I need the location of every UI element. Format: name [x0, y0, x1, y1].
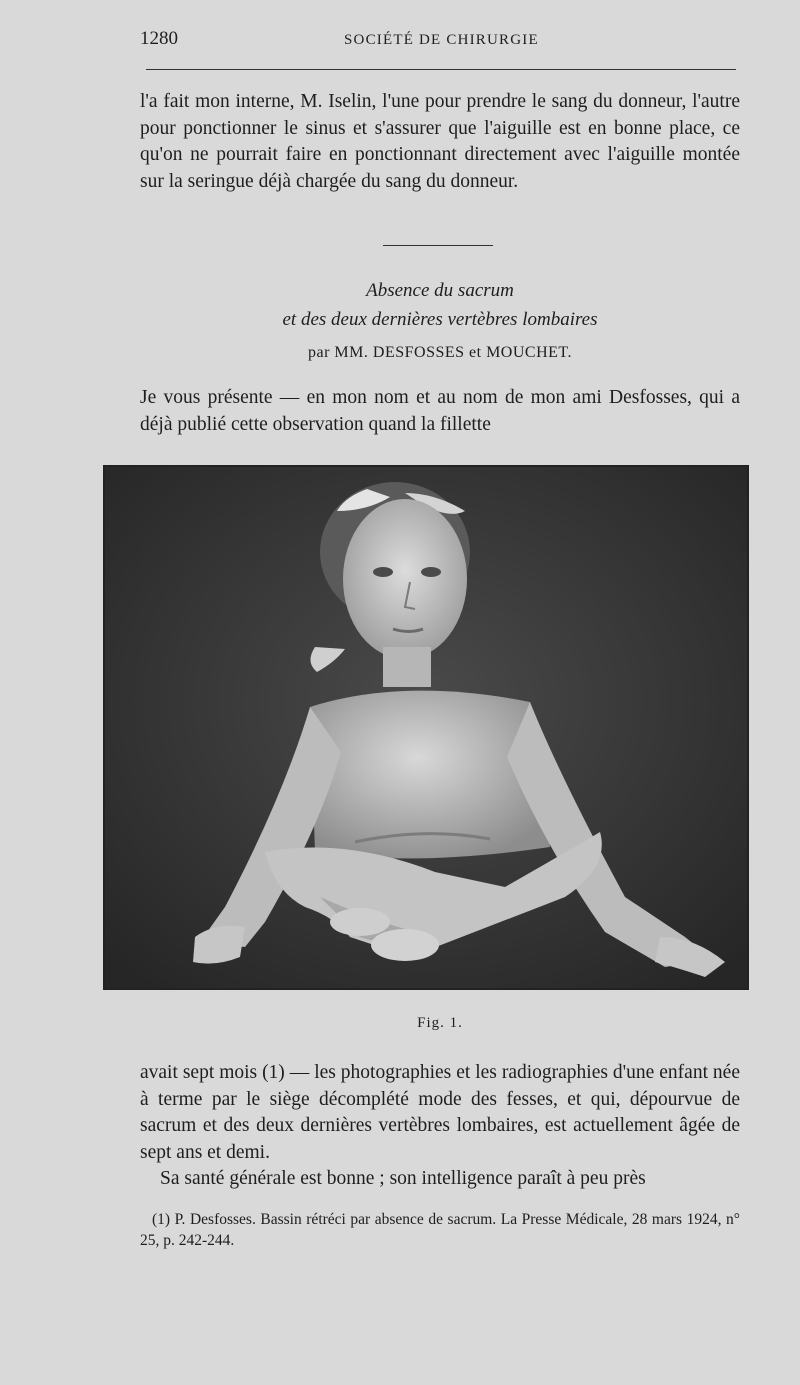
- figure-photograph: [103, 465, 749, 990]
- paragraph-continued: l'a fait mon interne, M. Iselin, l'une pour prendre le sang du donneur, l'autre pour ponctionner le sinus et s'assurer que l'aiguille est en bonne place, ce qu'on ne pourrait faire en ponctionnant directement avec l'aiguille montée sur la seringue déjà chargée du sang du donneur.: [140, 91, 740, 192]
- child-photograph-image: [105, 467, 747, 988]
- page-number: 1280: [140, 28, 178, 49]
- article-authors: par MM. DESFOSSES et MOUCHET.: [308, 344, 572, 361]
- section-separator: [383, 245, 493, 246]
- header-rule: [146, 69, 736, 70]
- paragraph-body-second: Sa santé générale est bonne ; son intelligence paraît à peu près: [160, 1168, 646, 1189]
- footnote: [140, 1209, 740, 1251]
- paragraph-body-first: avait sept mois (1) — les photographies et les radiographies d'une enfant née à terme par le siège décomplété mode des fesses, et qui, dépourvue de sacrum et des deux dernières vertèbres lombaires, est actuellement âgée de sept ans et demi.: [140, 1062, 740, 1163]
- figure-caption: Fig. 1.: [417, 1015, 463, 1031]
- article-title-line1: Absence du sacrum: [366, 280, 514, 301]
- paragraph-intro: Je vous présente — en mon nom et au nom de mon ami Desfosses, qui a déjà publié cette observation quand la fillette: [140, 387, 740, 435]
- running-title: SOCIÉTÉ DE CHIRURGIE: [344, 32, 539, 48]
- footnote-text: (1) P. Desfosses. Bassin rétréci par absence de sacrum. La Presse Médicale, 28 mars 1924, n° 25, p. 242-244.: [140, 1211, 740, 1249]
- paragraph-body: [140, 1060, 740, 1193]
- article-title-line2: et des deux dernières vertèbres lombaires: [282, 309, 598, 330]
